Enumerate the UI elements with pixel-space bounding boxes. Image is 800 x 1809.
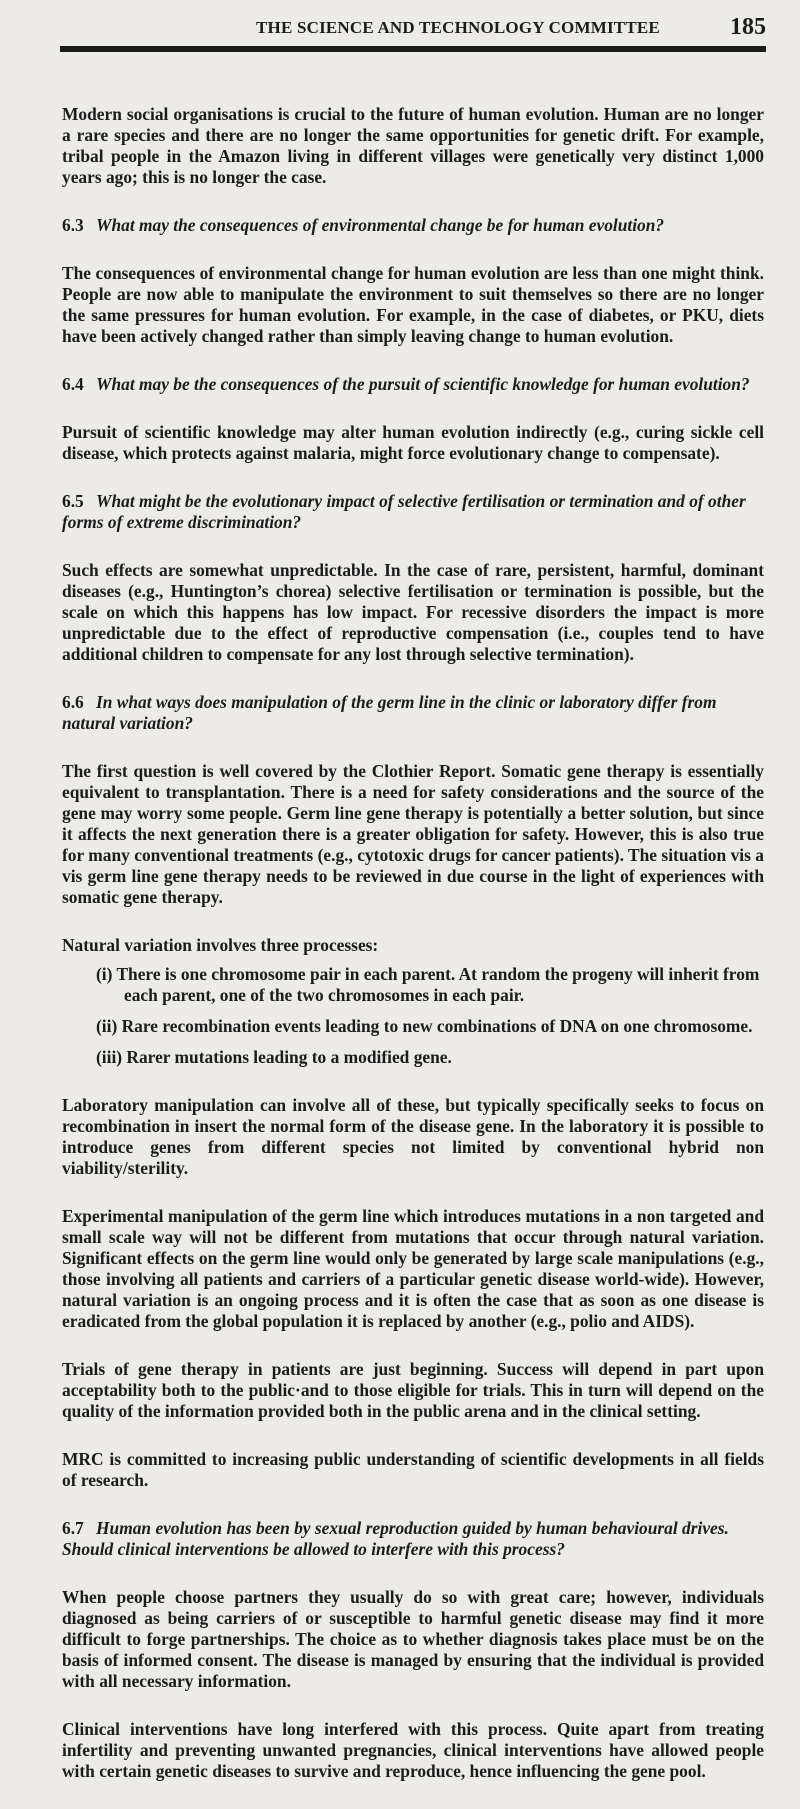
page-number: 185: [730, 14, 766, 40]
list-item: (iii) Rarer mutations leading to a modified gene.: [96, 1047, 452, 1067]
page-body: [62, 104, 764, 1809]
question-number: 6.6: [62, 692, 84, 712]
paragraph: Natural variation involves three processes:: [62, 935, 379, 955]
paragraph: Laboratory manipulation can involve all of these, but typically specifically seeks to focus on recombination in insert the normal form of the disease gene. In the laboratory it is possible to introduce genes from different species not limited by conventional hybrid non viability/sterility.: [62, 1095, 764, 1178]
paragraph: When people choose partners they usually do so with great care; however, individuals diagnosed as being carriers of or susceptible to harmful genetic disease may find it more difficult to forge partnerships. The choice as to whether diagnosis takes place must be on the basis of informed consent. The disease is managed by ensuring that the individual is provided with all necessary information.: [62, 1587, 764, 1691]
question-text: What may the consequences of environmental change be for human evolution?: [96, 215, 665, 235]
paragraph: Such effects are somewhat unpredictable. In the case of rare, persistent, harmful, dominant diseases (e.g., Huntington’s chorea) selective fertilisation or termination is possible, but the scale on which this happens has low impact. For recessive disorders the impact is more unpredictable due to the effect of reproductive compensation (i.e., couples tend to have additional children to compensate for any lost through selective termination).: [62, 560, 764, 664]
question-number: 6.5: [62, 491, 84, 511]
paragraph: The consequences of environmental change for human evolution are less than one might think. People are now able to manipulate the environment to suit themselves so there are no longer the same pressures for human evolution. For example, in the case of diabetes, or PKU, diets have been actively changed rather than simply leaving change to human evolution.: [62, 263, 764, 346]
question-text: What may be the consequences of the pursuit of scientific knowledge for human evolution?: [96, 374, 750, 394]
paragraph: Experimental manipulation of the germ line which introduces mutations in a non targeted and small scale way will not be different from mutations that occur through natural variation. Significant effects on the germ line would only be generated by large scale manipulations (e.g., those involving all patients and carriers of a particular genetic disease world-wide). However, natural variation is an ongoing process and it is often the case that as soon as one disease is eradicated from the global population it is replaced by another (e.g., polio and AIDS).: [62, 1206, 764, 1331]
list-item: (i) There is one chromosome pair in each parent. At random the progeny will inherit from each parent, one of the two chromosomes in each pair.: [96, 964, 760, 1005]
question-text: What might be the evolutionary impact of selective fertilisation or termination and of other forms of extreme discrimination?: [62, 491, 746, 532]
process-list: [62, 964, 764, 1068]
question-number: 6.7: [62, 1518, 84, 1538]
header-rule: [60, 46, 766, 52]
question-heading-6-6: [62, 692, 764, 734]
list-item: (ii) Rare recombination events leading to new combinations of DNA on one chromosome.: [96, 1016, 753, 1036]
question-heading-6-4: [62, 374, 764, 395]
question-number: 6.3: [62, 215, 84, 235]
paragraph: Modern social organisations is crucial to the future of human evolution. Human are no longer a rare species and there are no longer the same opportunities for genetic drift. For example, tribal people in the Amazon living in different villages were genetically very distinct 1,000 years ago; this is no longer the case.: [62, 104, 764, 187]
page-header: [60, 16, 766, 52]
question-text: In what ways does manipulation of the germ line in the clinic or laboratory differ from natural variation?: [62, 692, 717, 733]
question-heading-6-7: [62, 1518, 764, 1560]
paragraph: MRC is committed to increasing public understanding of scientific developments in all fields of research.: [62, 1449, 764, 1490]
question-number: 6.4: [62, 374, 84, 394]
paragraph: Clinical interventions have long interfered with this process. Quite apart from treating infertility and preventing unwanted pregnancies, clinical interventions have allowed people with certain genetic diseases to survive and reproduce, hence influencing the gene pool.: [62, 1719, 764, 1781]
question-text: Human evolution has been by sexual reproduction guided by human behavioural drives. Should clinical interventions be allowed to interfere with this process?: [62, 1518, 729, 1559]
paragraph: The first question is well covered by the Clothier Report. Somatic gene therapy is essentially equivalent to transplantation. There is a need for safety considerations and the source of the gene may worry some people. Germ line gene therapy is potentially a better solution, but since it affects the next generation there is a greater obligation for safety. However, this is also true for many conventional treatments (e.g., cytotoxic drugs for cancer patients). The situation vis a vis germ line gene therapy needs to be reviewed in due course in the light of experiences with somatic gene therapy.: [62, 761, 764, 907]
paragraph: Pursuit of scientific knowledge may alter human evolution indirectly (e.g., curing sickle cell disease, which protects against malaria, might force evolutionary change to compensate).: [62, 422, 764, 463]
paragraph: Trials of gene therapy in patients are just beginning. Success will depend in part upon acceptability both to the public·and to those eligible for trials. This in turn will depend on the quality of the information provided both in the public arena and in the clinical setting.: [62, 1359, 764, 1421]
question-heading-6-5: [62, 491, 764, 533]
running-title: THE SCIENCE AND TECHNOLOGY COMMITTEE: [256, 18, 660, 37]
question-heading-6-3: [62, 215, 764, 236]
